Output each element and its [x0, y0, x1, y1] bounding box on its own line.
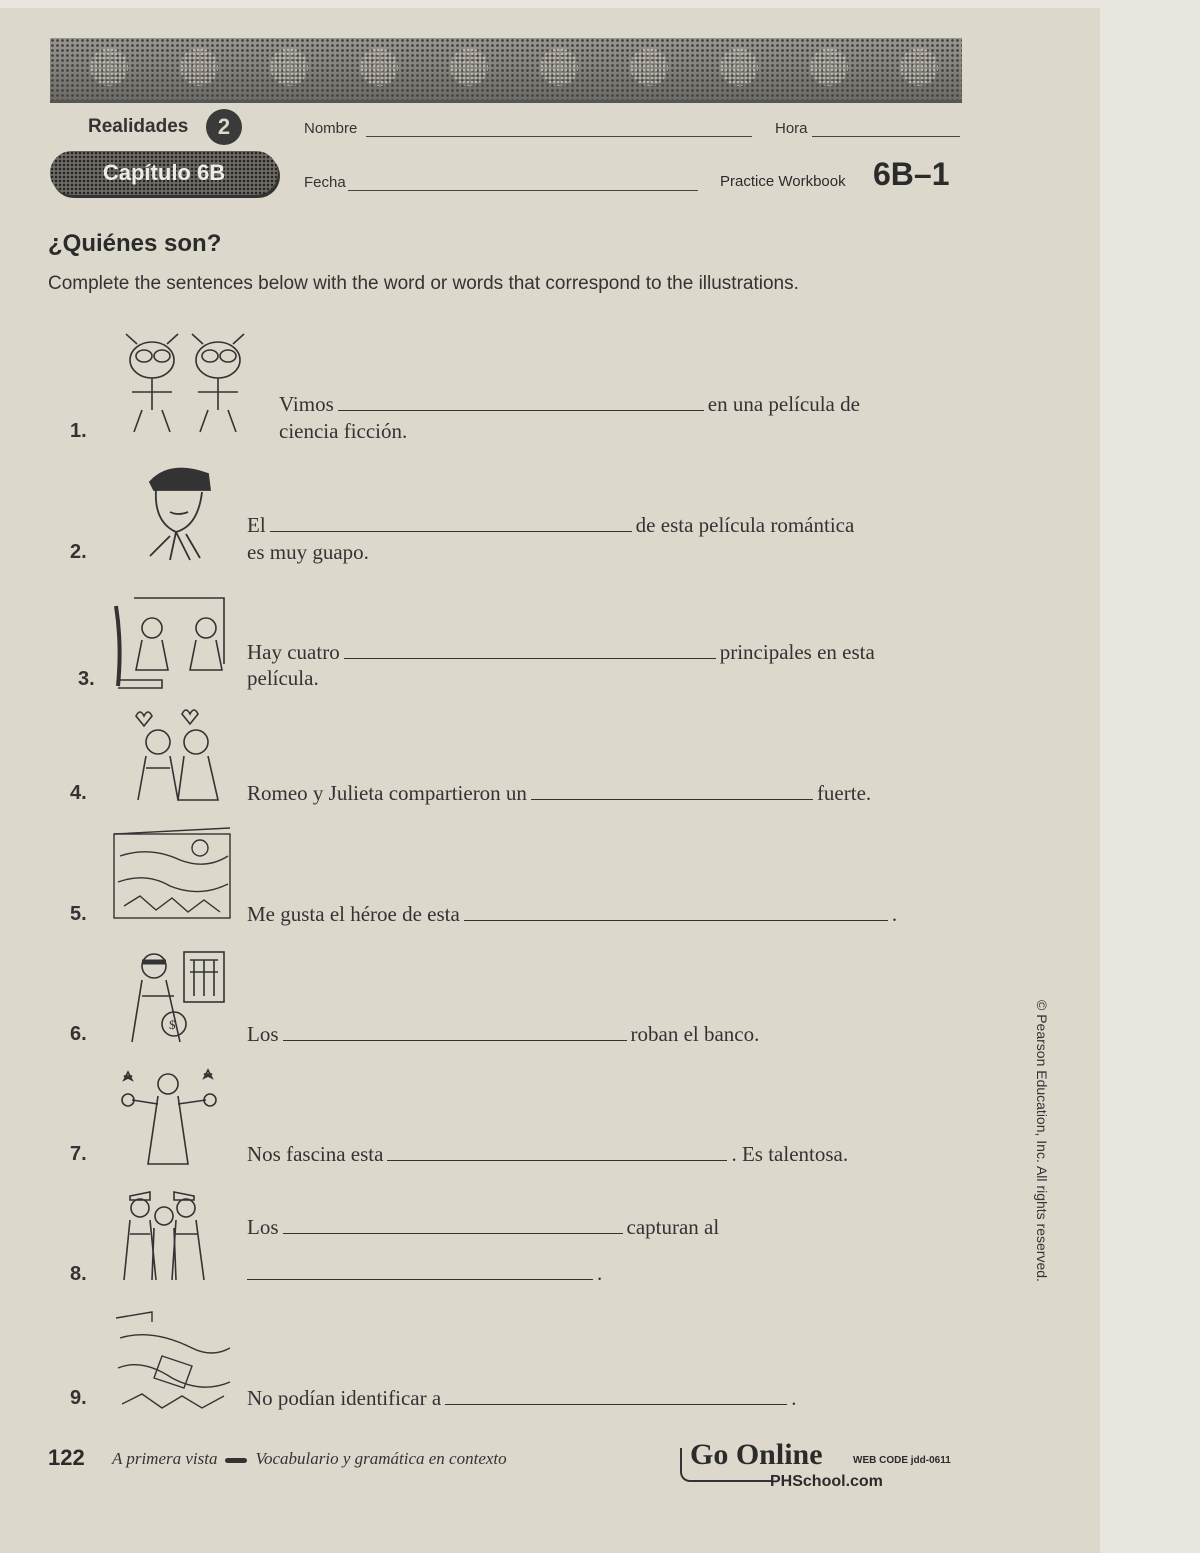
item-7-number: 7. — [70, 1143, 87, 1165]
page-title: ¿Quiénes son? — [48, 230, 222, 257]
item-8-line2: . — [243, 1261, 602, 1286]
footer-divider-icon — [225, 1458, 247, 1463]
police-icon — [116, 1182, 212, 1286]
actor-icon — [140, 460, 220, 564]
item-6-number: 6. — [70, 1023, 87, 1045]
aliens-icon — [112, 332, 258, 440]
svg-text:$: $ — [169, 1017, 176, 1032]
item-1-number: 1. — [70, 420, 87, 442]
go-online-logo: Go Online — [690, 1438, 823, 1471]
header-banner — [50, 38, 962, 103]
item-1-sentence: Vimos en una película de — [279, 392, 860, 416]
item-3-blank[interactable] — [344, 657, 716, 659]
item-3-number: 3. — [78, 668, 95, 690]
actress-icon — [114, 1066, 222, 1170]
date-field[interactable] — [348, 190, 698, 191]
robbers-icon — [124, 946, 228, 1050]
name-field[interactable] — [366, 136, 752, 137]
characters-icon — [112, 594, 228, 692]
series-label: Realidades — [88, 116, 189, 137]
item-8-sentence: Los capturan al — [247, 1215, 720, 1239]
item-2-line2: es muy guapo. — [247, 540, 369, 564]
item-2-number: 2. — [70, 541, 87, 563]
love-couple-icon — [122, 708, 226, 804]
item-5-number: 5. — [70, 903, 87, 925]
item-5-blank[interactable] — [464, 919, 888, 921]
item-1-line2: ciencia ficción. — [279, 419, 408, 443]
item-9-number: 9. — [70, 1387, 87, 1409]
web-code: WEB CODE jdd-0611 — [853, 1455, 951, 1466]
item-4-number: 4. — [70, 782, 87, 804]
item-4-blank[interactable] — [531, 798, 813, 800]
hour-label: Hora — [775, 120, 808, 137]
workbook-code: 6B–1 — [873, 156, 950, 192]
item-1-blank[interactable] — [338, 409, 704, 411]
item-6-blank[interactable] — [283, 1039, 627, 1041]
name-label: Nombre — [304, 120, 358, 137]
site-link[interactable]: PHSchool.com — [770, 1473, 883, 1490]
item-3-line2: película. — [247, 666, 319, 690]
hour-field[interactable] — [812, 136, 960, 137]
workbook-label: Practice Workbook — [720, 173, 846, 190]
chapter-badge: Capítulo 6B — [50, 151, 278, 195]
item-5-sentence: Me gusta el héroe de esta . — [247, 902, 898, 926]
copyright-notice: © Pearson Education, Inc. All rights reserved. — [1034, 1000, 1050, 1282]
footer-section: A primera vista Vocabulario y gramática en contexto — [112, 1449, 507, 1468]
series-level-badge: 2 — [206, 109, 242, 145]
instructions: Complete the sentences below with the word or words that correspond to the illustrations. — [48, 273, 799, 294]
crime-scene-icon — [112, 1308, 234, 1416]
item-4-sentence: Romeo y Julieta compartieron un fuerte. — [247, 781, 872, 805]
page-number: 122 — [48, 1445, 85, 1470]
item-6-sentence: Los roban el banco. — [247, 1022, 760, 1046]
item-7-sentence: Nos fascina esta . Es talentosa. — [247, 1142, 849, 1166]
item-2-blank[interactable] — [270, 530, 632, 532]
item-8-blank-2[interactable] — [247, 1278, 593, 1280]
item-3-sentence: Hay cuatro principales en esta — [247, 640, 875, 664]
item-7-blank[interactable] — [387, 1159, 727, 1161]
item-8-blank-1[interactable] — [283, 1232, 623, 1234]
item-2-sentence: El de esta película romántica — [247, 513, 855, 537]
item-9-blank[interactable] — [445, 1403, 787, 1405]
item-9-sentence: No podían identificar a . — [247, 1386, 797, 1410]
item-8-number: 8. — [70, 1263, 87, 1285]
story-scene-icon — [110, 826, 234, 926]
date-label: Fecha — [304, 174, 346, 191]
